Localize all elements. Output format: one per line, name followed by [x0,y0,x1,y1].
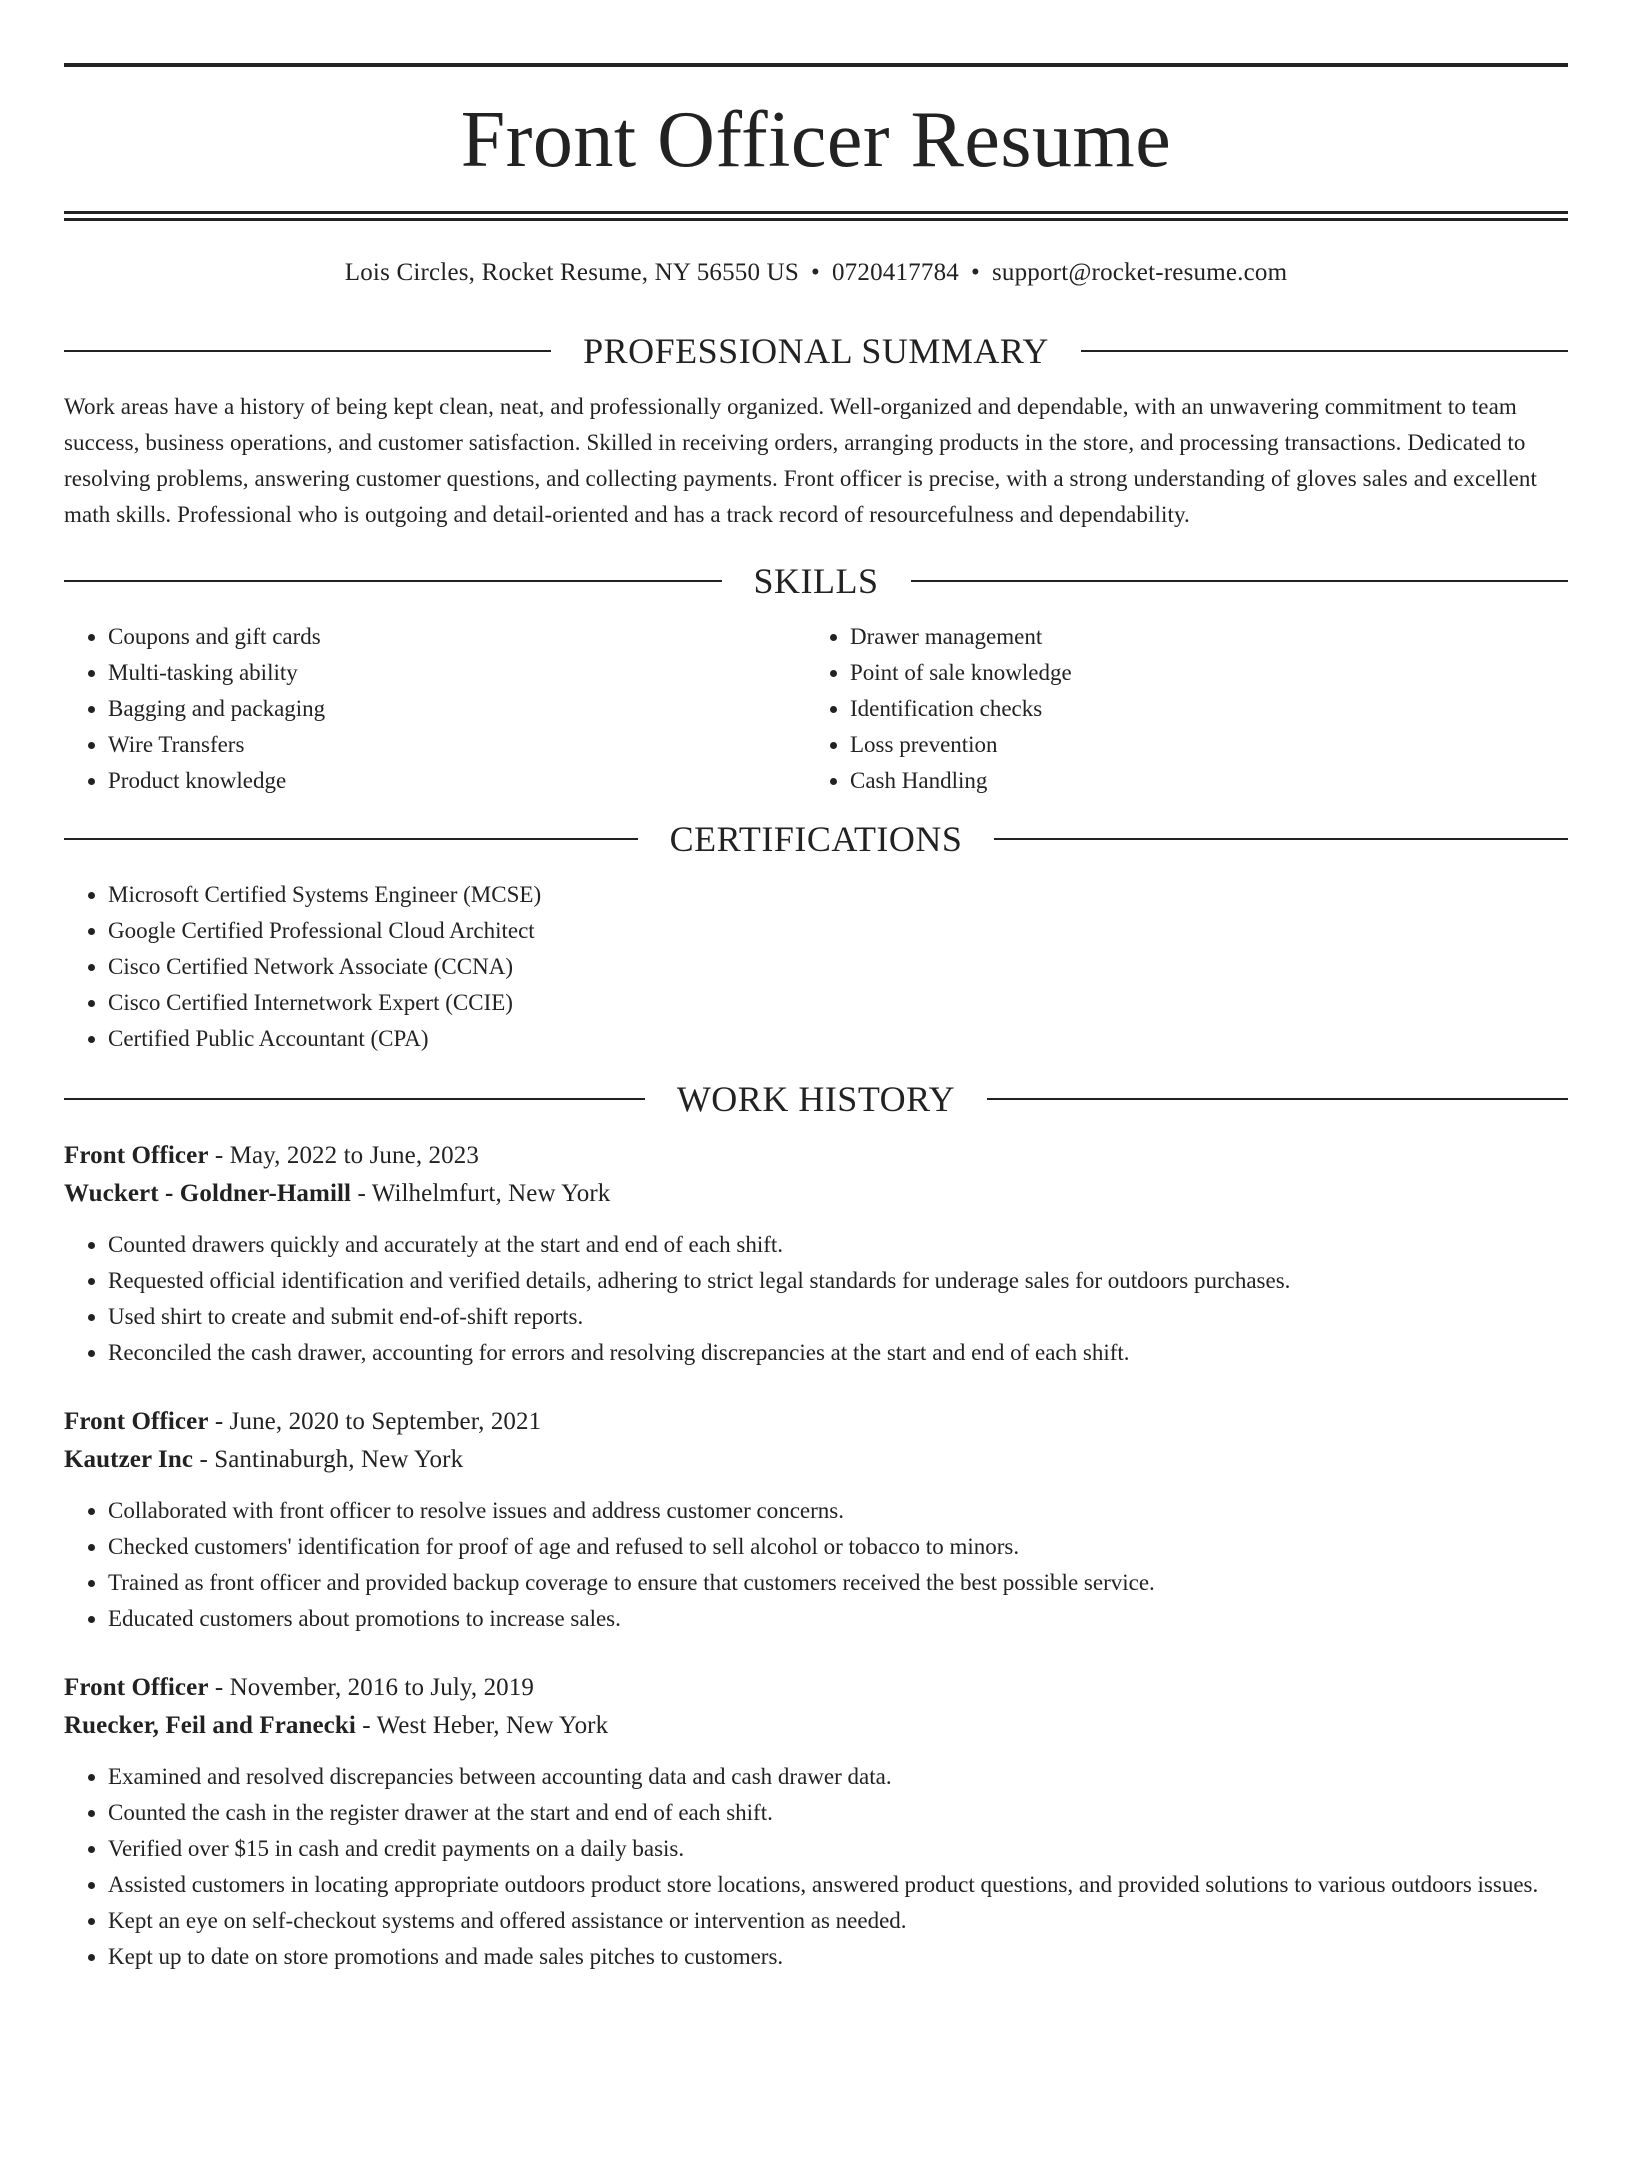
job-company: Kautzer Inc [64,1446,194,1473]
resume-page [0,63,1632,2175]
job-bullets [64,1759,1568,1975]
job-company: Ruecker, Feil and Franecki [64,1712,356,1739]
job-bullets [64,1227,1568,1371]
job-dates: - May, 2022 to June, 2023 [208,1142,479,1169]
certifications-section-heading [64,817,1568,861]
job-entry [64,1669,1568,1975]
job-dates: - June, 2020 to September, 2021 [208,1408,542,1435]
certification-item: • Certified Public Accountant (CPA) [108,1021,1568,1057]
heading-rule-left [64,350,551,352]
skill-item: • Loss prevention [850,727,1568,763]
contact-phone: 0720417784 [831,259,959,286]
job-bullet: • Verified over $15 in cash and credit payments on a daily basis. [108,1831,1568,1867]
job-bullet: • Trained as front officer and provided backup coverage to ensure that customers received the best possible service. [108,1565,1568,1601]
skill-item: • Coupons and gift cards [108,619,806,655]
job-bullet: • Kept up to date on store promotions and made sales pitches to customers. [108,1939,1568,1975]
job-company-line [64,1707,1568,1745]
skill-item: • Multi-tasking ability [108,655,806,691]
heading-rule-right [987,1098,1568,1100]
job-bullet: • Checked customers' identification for proof of age and refused to sell alcohol or tobacco to minors. [108,1529,1568,1565]
contact-separator: • [970,259,980,286]
job-title-line [64,1403,1568,1441]
job-title-line [64,1137,1568,1175]
job-bullet: • Educated customers about promotions to increase sales. [108,1601,1568,1637]
job-bullet: • Counted the cash in the register drawer at the start and end of each shift. [108,1795,1568,1831]
job-company: Wuckert - Goldner-Hamill [64,1180,352,1207]
skill-item: • Drawer management [850,619,1568,655]
header-double-rule [64,211,1568,221]
skills-grid [64,619,1568,799]
summary-section-heading [64,329,1568,373]
certification-item: • Cisco Certified Internetwork Expert (CCIE) [108,985,1568,1021]
contact-separator: • [811,259,820,286]
job-bullet: • Counted drawers quickly and accurately at the start and end of each shift. [108,1227,1568,1263]
heading-rule-right [994,838,1568,840]
header-top-rule [64,63,1568,67]
work-history-section-heading [64,1077,1568,1121]
resume-title: Front Officer Resume [460,96,1172,184]
contact-address: Lois Circles, Rocket Resume, NY 56550 US [344,259,800,286]
contact-line [64,257,1568,289]
job-location: - West Heber, New York [355,1712,609,1739]
heading-rule-right [911,580,1569,582]
job-bullets [64,1493,1568,1637]
certification-item: • Cisco Certified Network Associate (CCNA) [108,949,1568,985]
heading-rule-left [64,1098,645,1100]
certifications-heading-label: CERTIFICATIONS [669,819,963,859]
job-dates: - November, 2016 to July, 2019 [208,1674,534,1701]
certification-item: • Google Certified Professional Cloud Architect [108,913,1568,949]
skill-item: • Bagging and packaging [108,691,806,727]
skill-item: • Point of sale knowledge [850,655,1568,691]
job-title: Front Officer [64,1408,209,1435]
certifications-list [64,877,1568,1057]
work-history-heading-label: WORK HISTORY [676,1079,956,1119]
job-bullet: • Examined and resolved discrepancies between accounting data and cash drawer data. [108,1759,1568,1795]
job-bullet: • Requested official identification and verified details, adhering to strict legal standards for underage sales for outdoors purchases. [108,1263,1568,1299]
job-entry [64,1403,1568,1637]
job-bullet: • Reconciled the cash drawer, accounting for errors and resolving discrepancies at the start and end of each shift. [108,1335,1568,1371]
skill-item: • Wire Transfers [108,727,806,763]
job-bullet: • Assisted customers in locating appropriate outdoors product store locations, answered product questions, and provided solutions to various outdoors issues. [108,1867,1568,1903]
skills-list-right [806,619,1568,799]
job-entry [64,1137,1568,1371]
contact-email: support@rocket-resume.com [991,259,1288,286]
job-bullet: • Collaborated with front officer to resolve issues and address customer concerns. [108,1493,1568,1529]
job-location: - Wilhelmfurt, New York [351,1180,611,1207]
summary-heading-label: PROFESSIONAL SUMMARY [583,331,1049,371]
job-title: Front Officer [64,1674,209,1701]
skills-list-left [64,619,806,799]
job-location: - Santinaburgh, New York [193,1446,464,1473]
skills-section-heading [64,559,1568,603]
job-title: Front Officer [64,1142,209,1169]
heading-rule-right [1081,350,1568,352]
heading-rule-left [64,838,638,840]
job-company-line [64,1175,1568,1213]
skills-heading-label: SKILLS [753,561,879,601]
job-bullet: • Kept an eye on self-checkout systems and offered assistance or intervention as needed. [108,1903,1568,1939]
certification-item: • Microsoft Certified Systems Engineer (MCSE) [108,877,1568,913]
skill-item: • Product knowledge [108,763,806,799]
summary-text: Work areas have a history of being kept clean, neat, and professionally organized. Well-organized and dependable, with an unwavering commitment to team success, business operations, and customer satisfaction. Skilled in receiving orders, arranging products in the store, and processing transactions. Dedicated to resolving problems, answering customer questions, and collecting payments. Front officer is precise, with a strong understanding of gloves sales and excellent math skills. Professional who is outgoing and detail-oriented and has a track record of resourcefulness and dependability. [64,394,1537,527]
job-title-line [64,1669,1568,1707]
job-bullet: • Used shirt to create and submit end-of-shift reports. [108,1299,1568,1335]
heading-rule-left [64,580,722,582]
skill-item: • Identification checks [850,691,1568,727]
job-company-line [64,1441,1568,1479]
skill-item: • Cash Handling [850,763,1568,799]
